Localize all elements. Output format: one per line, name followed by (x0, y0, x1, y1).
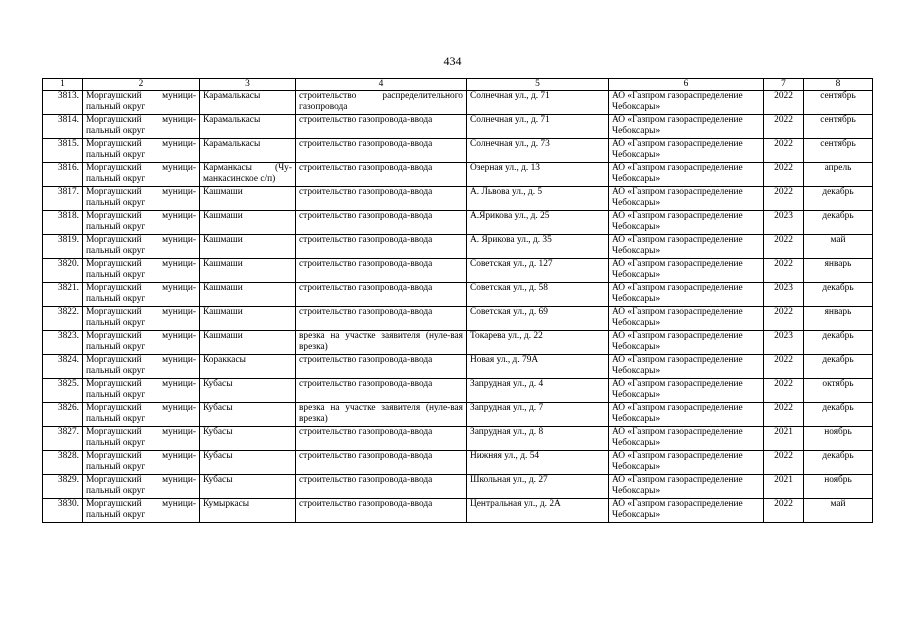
row-number: 3821. (43, 283, 83, 307)
work-type-cell: строительство газопровода-ввода (296, 475, 467, 499)
district-cell: Моргаушский муници-пальный округ (83, 475, 200, 499)
month-cell: сентябрь (804, 115, 873, 139)
year-cell: 2023 (764, 331, 804, 355)
district-cell: Моргаушский муници-пальный округ (83, 427, 200, 451)
column-header: 6 (609, 79, 764, 91)
year-cell: 2023 (764, 283, 804, 307)
organization-cell: АО «Газпром газораспределение Чебоксары» (609, 331, 764, 355)
year-cell: 2022 (764, 163, 804, 187)
month-cell: сентябрь (804, 91, 873, 115)
table-row (43, 355, 873, 379)
district-cell: Моргаушский муници-пальный округ (83, 499, 200, 523)
work-type-cell: строительство газопровода-ввода (296, 499, 467, 523)
organization-cell: АО «Газпром газораспределение Чебоксары» (609, 283, 764, 307)
settlement-cell: Кумыркасы (200, 499, 296, 523)
month-cell: ноябрь (804, 475, 873, 499)
year-cell: 2021 (764, 427, 804, 451)
row-number: 3824. (43, 355, 83, 379)
organization-cell: АО «Газпром газораспределение Чебоксары» (609, 115, 764, 139)
row-number: 3820. (43, 259, 83, 283)
table-row (43, 139, 873, 163)
organization-cell: АО «Газпром газораспределение Чебоксары» (609, 139, 764, 163)
district-cell: Моргаушский муници-пальный округ (83, 91, 200, 115)
year-cell: 2022 (764, 379, 804, 403)
work-type-cell: строительство газопровода-ввода (296, 163, 467, 187)
address-cell: Запрудная ул., д. 8 (467, 427, 609, 451)
address-cell: Центральная ул., д. 2А (467, 499, 609, 523)
year-cell: 2022 (764, 451, 804, 475)
address-cell: Советская ул., д. 69 (467, 307, 609, 331)
row-number: 3826. (43, 403, 83, 427)
settlement-cell: Кораккасы (200, 355, 296, 379)
table-row (43, 283, 873, 307)
address-cell: Советская ул., д. 127 (467, 259, 609, 283)
month-cell: январь (804, 259, 873, 283)
settlement-cell: Кашмаши (200, 307, 296, 331)
work-type-cell: строительство газопровода-ввода (296, 235, 467, 259)
month-cell: декабрь (804, 187, 873, 211)
year-cell: 2023 (764, 211, 804, 235)
work-type-cell: строительство распределительного газопровода (296, 91, 467, 115)
table-row (43, 187, 873, 211)
district-cell: Моргаушский муници-пальный округ (83, 211, 200, 235)
address-cell: Солнечная ул., д. 71 (467, 91, 609, 115)
row-number: 3819. (43, 235, 83, 259)
table-row (43, 235, 873, 259)
work-type-cell: строительство газопровода-ввода (296, 427, 467, 451)
district-cell: Моргаушский муници-пальный округ (83, 139, 200, 163)
settlement-cell: Карамалькасы (200, 115, 296, 139)
work-type-cell: врезка на участке заявителя (нуле-вая врезка) (296, 331, 467, 355)
row-number: 3813. (43, 91, 83, 115)
settlement-cell: Кубасы (200, 403, 296, 427)
organization-cell: АО «Газпром газораспределение Чебоксары» (609, 235, 764, 259)
year-cell: 2022 (764, 403, 804, 427)
year-cell: 2021 (764, 475, 804, 499)
organization-cell: АО «Газпром газораспределение Чебоксары» (609, 427, 764, 451)
row-number: 3814. (43, 115, 83, 139)
column-header: 7 (764, 79, 804, 91)
work-type-cell: строительство газопровода-ввода (296, 451, 467, 475)
year-cell: 2022 (764, 499, 804, 523)
month-cell: декабрь (804, 355, 873, 379)
row-number: 3830. (43, 499, 83, 523)
year-cell: 2022 (764, 235, 804, 259)
row-number: 3829. (43, 475, 83, 499)
header-row (43, 79, 873, 91)
month-cell: октябрь (804, 379, 873, 403)
column-header: 4 (296, 79, 467, 91)
settlement-cell: Карамалькасы (200, 139, 296, 163)
column-header: 1 (43, 79, 83, 91)
table-row (43, 403, 873, 427)
settlement-cell: Кашмаши (200, 187, 296, 211)
organization-cell: АО «Газпром газораспределение Чебоксары» (609, 91, 764, 115)
table-row (43, 379, 873, 403)
month-cell: май (804, 235, 873, 259)
row-number: 3827. (43, 427, 83, 451)
table-body (43, 91, 873, 523)
column-header: 5 (467, 79, 609, 91)
row-number: 3818. (43, 211, 83, 235)
table-row (43, 211, 873, 235)
row-number: 3815. (43, 139, 83, 163)
organization-cell: АО «Газпром газораспределение Чебоксары» (609, 379, 764, 403)
month-cell: декабрь (804, 403, 873, 427)
organization-cell: АО «Газпром газораспределение Чебоксары» (609, 259, 764, 283)
organization-cell: АО «Газпром газораспределение Чебоксары» (609, 187, 764, 211)
district-cell: Моргаушский муници-пальный округ (83, 115, 200, 139)
month-cell: декабрь (804, 211, 873, 235)
address-cell: А. Львова ул., д. 5 (467, 187, 609, 211)
address-cell: Озерная ул., д. 13 (467, 163, 609, 187)
work-type-cell: строительство газопровода-ввода (296, 379, 467, 403)
work-type-cell: строительство газопровода-ввода (296, 259, 467, 283)
table-row (43, 475, 873, 499)
settlement-cell: Кашмаши (200, 259, 296, 283)
district-cell: Моргаушский муници-пальный округ (83, 187, 200, 211)
row-number: 3817. (43, 187, 83, 211)
month-cell: май (804, 499, 873, 523)
column-header: 8 (804, 79, 873, 91)
month-cell: январь (804, 307, 873, 331)
organization-cell: АО «Газпром газораспределение Чебоксары» (609, 499, 764, 523)
table-row (43, 499, 873, 523)
settlement-cell: Кашмаши (200, 283, 296, 307)
address-cell: Советская ул., д. 58 (467, 283, 609, 307)
settlement-cell: Кубасы (200, 379, 296, 403)
settlement-cell: Кашмаши (200, 235, 296, 259)
organization-cell: АО «Газпром газораспределение Чебоксары» (609, 355, 764, 379)
year-cell: 2022 (764, 91, 804, 115)
organization-cell: АО «Газпром газораспределение Чебоксары» (609, 403, 764, 427)
year-cell: 2022 (764, 355, 804, 379)
gas-connection-table (42, 78, 873, 523)
district-cell: Моргаушский муници-пальный округ (83, 163, 200, 187)
address-cell: Запрудная ул., д. 7 (467, 403, 609, 427)
month-cell: декабрь (804, 283, 873, 307)
work-type-cell: строительство газопровода-ввода (296, 211, 467, 235)
work-type-cell: строительство газопровода-ввода (296, 307, 467, 331)
year-cell: 2022 (764, 187, 804, 211)
district-cell: Моргаушский муници-пальный округ (83, 379, 200, 403)
row-number: 3828. (43, 451, 83, 475)
settlement-cell: Кубасы (200, 451, 296, 475)
row-number: 3816. (43, 163, 83, 187)
settlement-cell: Карманкасы (Чу-манкасинское с/п) (200, 163, 296, 187)
work-type-cell: строительство газопровода-ввода (296, 139, 467, 163)
settlement-cell: Кашмаши (200, 211, 296, 235)
address-cell: Школьная ул., д. 27 (467, 475, 609, 499)
district-cell: Моргаушский муници-пальный округ (83, 235, 200, 259)
address-cell: Токарева ул., д. 22 (467, 331, 609, 355)
row-number: 3822. (43, 307, 83, 331)
address-cell: Запрудная ул., д. 4 (467, 379, 609, 403)
settlement-cell: Кашмаши (200, 331, 296, 355)
page-number: 434 (443, 54, 462, 68)
district-cell: Моргаушский муници-пальный округ (83, 403, 200, 427)
month-cell: декабрь (804, 331, 873, 355)
year-cell: 2022 (764, 139, 804, 163)
table-row (43, 91, 873, 115)
address-cell: Солнечная ул., д. 71 (467, 115, 609, 139)
address-cell: А.Ярикова ул., д. 25 (467, 211, 609, 235)
address-cell: Солнечная ул., д. 73 (467, 139, 609, 163)
month-cell: апрель (804, 163, 873, 187)
organization-cell: АО «Газпром газораспределение Чебоксары» (609, 307, 764, 331)
work-type-cell: строительство газопровода-ввода (296, 355, 467, 379)
table-row (43, 307, 873, 331)
column-header: 3 (200, 79, 296, 91)
organization-cell: АО «Газпром газораспределение Чебоксары» (609, 475, 764, 499)
settlement-cell: Карамалькасы (200, 91, 296, 115)
organization-cell: АО «Газпром газораспределение Чебоксары» (609, 211, 764, 235)
year-cell: 2022 (764, 259, 804, 283)
organization-cell: АО «Газпром газораспределение Чебоксары» (609, 163, 764, 187)
month-cell: сентябрь (804, 139, 873, 163)
address-cell: А. Ярикова ул., д. 35 (467, 235, 609, 259)
work-type-cell: врезка на участке заявителя (нуле-вая врезка) (296, 403, 467, 427)
district-cell: Моргаушский муници-пальный округ (83, 451, 200, 475)
district-cell: Моргаушский муници-пальный округ (83, 259, 200, 283)
month-cell: ноябрь (804, 427, 873, 451)
district-cell: Моргаушский муници-пальный округ (83, 331, 200, 355)
settlement-cell: Кубасы (200, 427, 296, 451)
table-row (43, 115, 873, 139)
row-number: 3825. (43, 379, 83, 403)
address-cell: Нижняя ул., д. 54 (467, 451, 609, 475)
month-cell: декабрь (804, 451, 873, 475)
column-header: 2 (83, 79, 200, 91)
district-cell: Моргаушский муници-пальный округ (83, 355, 200, 379)
address-cell: Новая ул., д. 79А (467, 355, 609, 379)
row-number: 3823. (43, 331, 83, 355)
table-row (43, 259, 873, 283)
settlement-cell: Кубасы (200, 475, 296, 499)
year-cell: 2022 (764, 307, 804, 331)
table-row (43, 427, 873, 451)
district-cell: Моргаушский муници-пальный округ (83, 307, 200, 331)
year-cell: 2022 (764, 115, 804, 139)
work-type-cell: строительство газопровода-ввода (296, 283, 467, 307)
table-row (43, 451, 873, 475)
table-row (43, 331, 873, 355)
work-type-cell: строительство газопровода-ввода (296, 187, 467, 211)
table-row (43, 163, 873, 187)
organization-cell: АО «Газпром газораспределение Чебоксары» (609, 451, 764, 475)
work-type-cell: строительство газопровода-ввода (296, 115, 467, 139)
district-cell: Моргаушский муници-пальный округ (83, 283, 200, 307)
